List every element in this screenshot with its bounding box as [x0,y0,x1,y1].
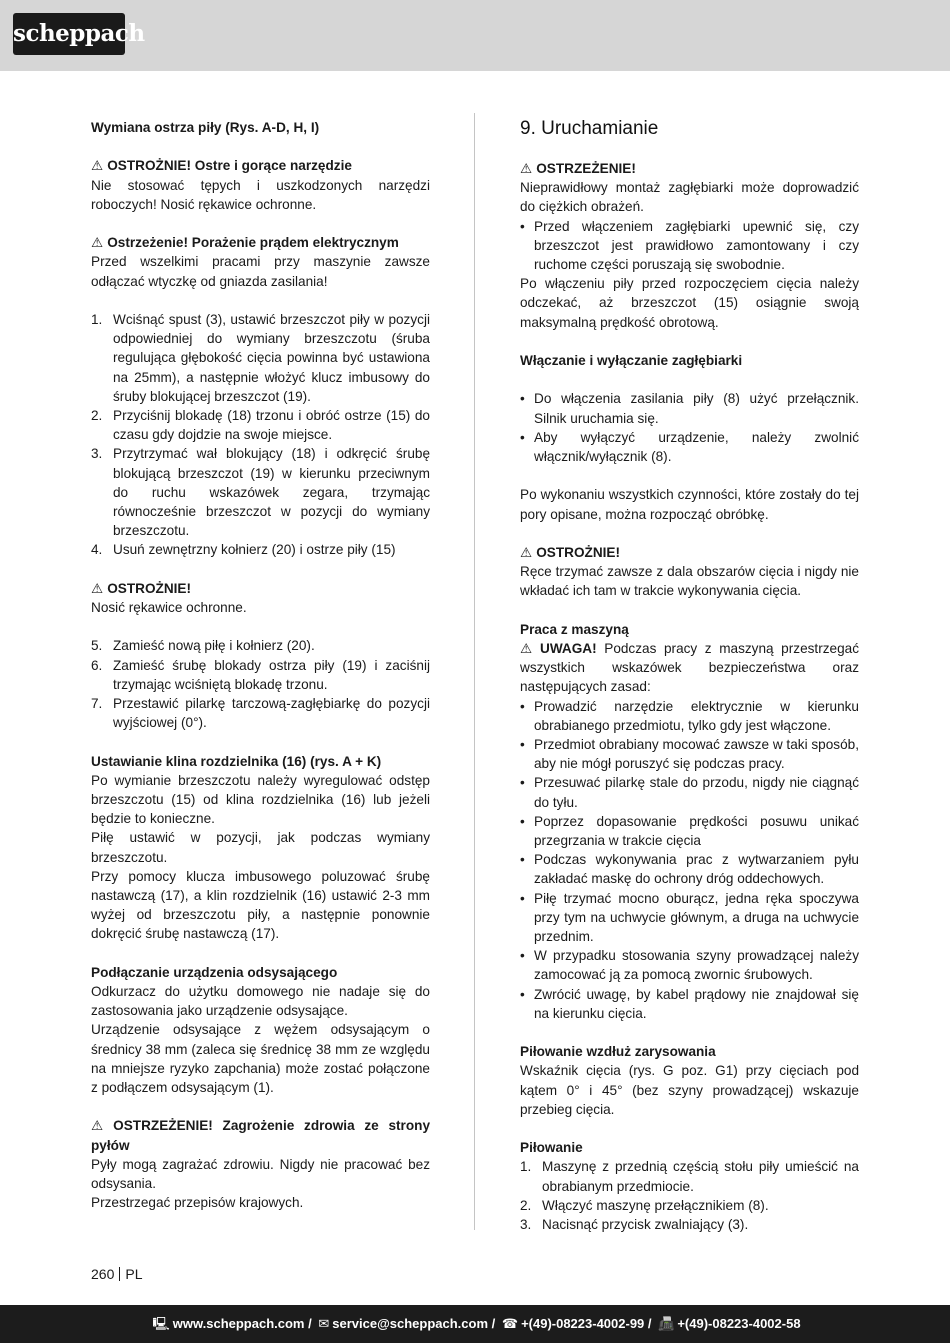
paragraph: Po włączeniu piły przed rozpoczęciem cięcia należy odczekać, aż brzeszczot (15) osiągnie swoją maksymalną prędkość obrotową. [520,276,859,330]
paragraph: Po wymianie brzeszczotu należy wyregulować odstęp brzeszczotu (15) od klina rozdzielnika (16) lub jeżeli będzie to konieczne. [91,772,430,827]
warning-text: ⚠ UWAGA! Podczas pracy z maszyną przestrzegać wszystkich wskazówek bezpieczeństwa oraz następujących zasad: [520,641,860,695]
warning-block: ⚠ OSTRZEŻENIE! Zagrożenie zdrowia ze strony pyłów [91,1118,431,1153]
page-number: 260 PL [91,1266,143,1282]
warning-block: ⚠ OSTRZEŻENIE! [520,161,636,176]
footer-phone: +(49)-08223-4002-99 [521,1316,645,1331]
list-item: • Aby wyłączyć urządzenie, należy zwolnić włącznik/wyłącznik (8). [520,429,859,465]
list-item: • Podczas wykonywania prac z wytwarzaniem pyłu zakładać maskę do ochrony dróg oddechowych. [520,852,859,887]
list-item: • Przesuwać pilarkę stale do przodu, nigdy nie ciągnąć do tyłu. [520,775,859,810]
warning-block: ⚠ OSTROŻNIE! [91,580,192,596]
list-item: • Przedmiot obrabiany mocować zawsze w taki sposób, aby nie mógł poruszyć się podczas pracy. [520,737,859,772]
list-item: 5. Zamieść nową piłę i kołnierz (20). [91,638,315,654]
paragraph: Odkurzacz do użytku domowego nie nadaje się do zastosowania jako urządzenie odsysające. [91,984,430,1019]
paragraph: Po wykonaniu wszystkich czynności, które zostały do tej pory opisane, można rozpocząć obróbkę. [520,487,859,522]
section-heading-dust-extraction: Podłączanie urządzenia odsysającego [91,964,338,980]
warning-text: Pyły mogą zagrażać zdrowiu. Nigdy nie pracować bez odsysania. [91,1156,430,1192]
left-column [91,118,430,1212]
warning-block: ⚠ OSTROŻNIE! Ostre i gorące narzędzie [91,158,352,174]
footer-email[interactable]: service@scheppach.com [332,1316,489,1331]
warning-text: Nosić rękawice ochronne. [91,600,247,616]
warning-text: Przed wszelkimi pracami przy maszynie zawsze odłączać wtyczkę od gniazda zasilania! [91,254,430,289]
section-heading-on-off: Włączanie i wyłączanie zagłębiarki [520,353,743,369]
warning-block: ⚠ Ostrzeżenie! Porażenie prądem elektrycznym [91,235,399,251]
warning-triangle-icon: ⚠ [520,641,537,656]
header-band [0,0,950,71]
warning-text: Przestrzegać przepisów krajowych. [91,1195,304,1211]
list-item: 3. Przytrzymać wał blokujący (18) i odkręcić śrubę blokującą brzeszczot (19) w kierunku przeciwnym do ruchu wskazówek zegara, trzymając równocześnie brzeszczot w pozycji do wymiany brzeszczotu. [91,446,430,539]
warning-triangle-icon: ⚠ [520,161,533,176]
list-item: • Poprzez dopasowanie prędkości posuwu unikać przegrzania w trakcie cięcia [520,813,859,849]
phone-icon: ☎ [501,1316,519,1331]
footer-contact-bar: 🖳 www.scheppach.com / ✉ service@scheppach.com / ☎ +(49)-08223-4002-99 / 📠 +(49)-08223-4002-58 [0,1305,950,1343]
bullet-list [520,217,859,275]
warning-text: Nie stosować tępych i uszkodzonych narzędzi roboczych! Nosić rękawice ochronne. [91,177,430,212]
section-heading-blade-change: Wymiana ostrza piły (Rys. A-D, H, I) [91,120,320,135]
email-icon: ✉ [318,1316,330,1331]
list-item: 1. Maszynę z przednią częścią stołu piły umieścić na obrabianym przedmiocie. [520,1159,859,1194]
column-divider [474,113,475,1230]
list-item: • Przed włączeniem zagłębiarki upewnić się, czy brzeszczot jest prawidłowo zamontowany i czy ruchome części poruszają się swobodnie. [520,218,859,273]
list-item: 3. Nacisnąć przycisk zwalniający (3). [520,1217,749,1233]
paragraph: Urządzenie odsysające z wężem odsysającym o średnicy 38 mm (zaleca się średnicę 38 mm ze względu na mniejsze ryzyko zapchania) może zostać połączone z podłączem odsysającym (1). [91,1022,430,1096]
paragraph: Przy pomocy klucza imbusowego poluzować śrubę nastawczą (17), a klin rozdzielnik (16) ustawić 2-3 mm wyżej od brzeszczotu piły, a następnie ponownie dokręcić śrubę nastawczą (17). [91,868,430,942]
paragraph: Wskaźnik cięcia (rys. G poz. G1) przy cięciach pod kątem 0° i 45° (bez szyny prowadzącej) wskazuje przebieg cięcia. [520,1063,859,1117]
warning-block: ⚠ OSTROŻNIE! [520,545,621,560]
list-item: • Piłę trzymać mocno oburącz, jedna ręka spoczywa przy tym na uchwycie głównym, a druga na uchwycie przednim. [520,890,859,945]
right-column [520,118,859,1234]
bullet-list [520,389,859,466]
page-separator [119,1267,120,1281]
warning-triangle-icon: ⚠ [91,580,104,596]
section-heading-working: Praca z maszyną [520,621,629,637]
list-item: • W przypadku stosowania szyny prowadzącej należy zamocować ją za pomocą zwornic śrubowych. [520,948,859,983]
bullet-list [520,697,859,1023]
section-title-startup: 9. Uruchamianie [520,118,659,139]
footer-web[interactable]: www.scheppach.com [172,1316,305,1331]
warning-triangle-icon: ⚠ [91,158,104,174]
paragraph: Piłę ustawić w pozycji, jak podczas wymiany brzeszczotu. [91,830,430,865]
computer-icon: 🖳 [152,1316,170,1331]
warning-triangle-icon: ⚠ [520,545,533,560]
list-item: 6. Zamieść śrubę blokady ostrza piły (19) i zaciśnij trzymając wciśniętą blokadę trzonu. [91,657,430,692]
blade-change-steps-continued [91,636,430,732]
warning-text: Ręce trzymać zawsze z dala obszarów cięcia i nigdy nie wkładać ich tam w trakcie wykonywania cięcia. [520,564,859,599]
footer-fax: +(49)-08223-4002-58 [677,1316,801,1331]
fax-icon: 📠 [658,1316,675,1331]
section-heading-sawing: Piłowanie [520,1140,583,1156]
warning-text: Nieprawidłowy montaż zagłębiarki może doprowadzić do ciężkich obrażeń. [520,180,859,215]
list-item: • Prowadzić narzędzie elektrycznie w kierunku obrabianego przedmiotu, tylko gdy jest włączone. [520,698,859,733]
list-item: 1. Wciśnąć spust (3), ustawić brzeszczot piły w pozycji odpowiedniej do wymiany brzeszczotu (śruba regulująca głębokość cięcia powinna być ustawiona na 25mm), a następnie włożyć klucz imbusowy do śruby blokującej brzeszczot (19). [91,311,430,404]
list-item: 2. Przyciśnij blokadę (18) trzonu i obróć ostrze (15) do czasu gdy dojdzie na swoje miejsce. [91,408,430,443]
scheppach-logo: scheppach [13,13,125,55]
section-heading-riving-knife: Ustawianie klina rozdzielnika (16) (rys. A + K) [91,753,382,769]
sawing-steps [520,1157,859,1234]
section-heading-cut-along-line: Piłowanie wzdłuż zarysowania [520,1044,716,1060]
warning-triangle-icon: ⚠ [91,1118,110,1134]
list-item: • Zwrócić uwagę, by kabel prądowy nie znajdował się na kierunku cięcia. [520,986,859,1021]
list-item: 7. Przestawić pilarkę tarczową-zagłębiarkę do pozycji wyjściowej (0°). [91,696,430,731]
list-item: 4. Usuń zewnętrzny kołnierz (20) i ostrze piły (15) [91,542,396,558]
list-item: 2. Włączyć maszynę przełącznikiem (8). [520,1197,769,1213]
warning-triangle-icon: ⚠ [91,235,104,251]
list-item: • Do włączenia zasilania piły (8) użyć przełącznik. Silnik uruchamia się. [520,391,859,426]
blade-change-steps [91,310,430,560]
